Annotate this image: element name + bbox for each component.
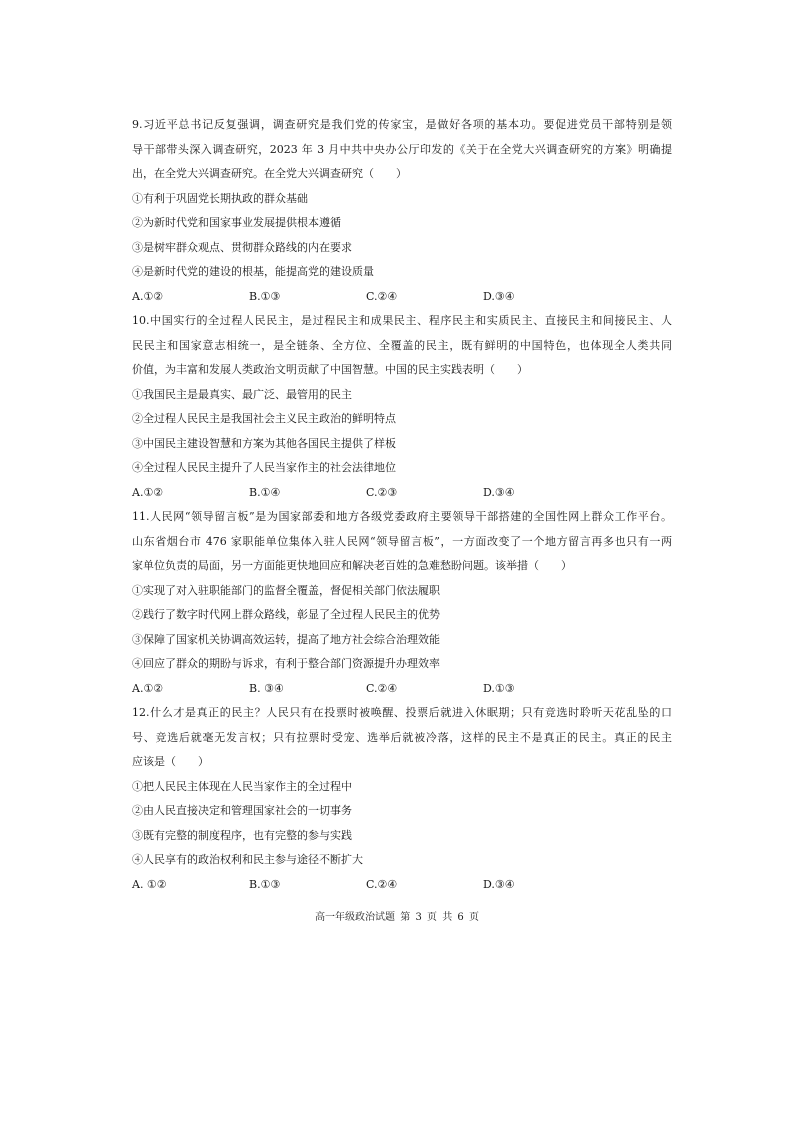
answer-choices [132,285,672,310]
statement-item: ②践行了数字时代网上群众路线，彰显了全过程人民民主的优势 [132,608,440,621]
footer-di: 第 [400,912,411,923]
statement-item: ④回应了群众的期盼与诉求，有利于整合部门资源提升办理效率 [132,657,440,670]
choice-a: A. ①② [132,877,167,891]
statement-item: ③是树牢群众观点、贯彻群众路线的内在要求 [132,240,352,254]
choice-b: B.①④ [249,485,281,499]
choice-a: A.①② [132,289,164,303]
question-stem [132,701,672,775]
footer-title: 高一年级政治试题 [315,912,396,923]
choice-d: D.①③ [483,681,515,695]
question-9 [132,113,672,309]
stem-line: 导干部带头深入调查研究，2023 年 3 月中共中央办公厅印发的《关于在全党大兴调查研究的方案》明确提 [132,142,672,156]
footer-ye: 页 [468,912,479,923]
statement-item: ④全过程人民民主提升了人民当家作主的社会法律地位 [132,461,396,474]
choice-a: A.①② [132,681,164,695]
statement-item: ①把人民民主体现在人民当家作主的全过程中 [132,779,352,793]
statement-item: ②全过程人民民主是我国社会主义民主政治的鲜明特点 [132,412,396,425]
stem-line: 家单位负责的局面，另一方面能更快地回应和解决老百姓的急难愁盼问题。该举措（ ） [132,559,572,572]
stem-line: 民民主和国家意志相统一，是全链条、全方位、全覆盖的民主，既有鲜明的中国特色，也体现全人类共同 [132,338,672,352]
choice-b: B.①③ [249,877,281,891]
answer-choices [132,677,672,702]
statement-item: ①我国民主是最真实、最广泛、最管用的民主 [132,387,352,401]
statement-item: ②为新时代党和国家事业发展提供根本遵循 [132,216,341,229]
statement-item: ③既有完整的制度程序，也有完整的参与实践 [132,828,352,842]
stem-line: 山东省烟台市 476 家职能单位集体入驻人民网“领导留言板”，一方面改变了一个地方留言再多也只有一两 [132,534,672,548]
choice-c: C.②④ [366,289,398,303]
statement-item: ③保障了国家机关协调高效运转，提高了地方社会综合治理效能 [132,632,440,646]
choice-c: C.②④ [366,877,398,891]
question-10 [132,309,672,505]
footer-ye: 页 [427,912,437,923]
statement-item: ②由人民直接决定和管理国家社会的一切事务 [132,804,352,817]
choice-b: B.①③ [249,289,281,303]
question-stem [132,505,672,579]
answer-choices [132,873,672,898]
choice-b: B. ③④ [249,681,284,695]
statement-item: ④是新时代党的建设的根基，能提高党的建设质量 [132,265,374,278]
choice-d: D.③④ [483,289,515,303]
choice-a: A.①② [132,485,164,499]
question-list [132,113,672,897]
statement-item: ③中国民主建设智慧和方案为其他各国民主提供了样板 [132,436,396,450]
stem-line: 应该是（ ） [132,755,209,768]
statement-item: ④人民享有的政治权利和民主参与途径不断扩大 [132,853,363,866]
footer-total-pages: 6 [457,912,464,923]
question-stem [132,309,672,383]
stem-line: 出，在全党大兴调查研究。在全党大兴调查研究（ ） [132,167,407,180]
choice-c: C.②④ [366,681,398,695]
choice-d: D.③④ [483,485,515,499]
answer-choices [132,481,672,506]
question-stem [132,113,672,187]
footer-page-number: 3 [415,912,422,923]
stem-line: 10.中国实行的全过程人民民主，是过程民主和成果民主、程序民主和实质民主、直接民主和间接民主、人 [132,314,672,327]
choice-c: C.②③ [366,485,398,499]
stem-line: 号、竞选后就毫无发言权；只有拉票时受宠、选举后就被冷落，这样的民主不是真正的民主。真正的民主 [132,730,672,744]
statement-item: ①实现了对入驻职能部门的监督全覆盖，督促相关部门依法履职 [132,583,440,597]
footer-gong: 共 [442,912,453,923]
statement-item: ①有利于巩固党长期执政的群众基础 [132,191,308,205]
choice-d: D.③④ [483,877,515,891]
stem-line: 价值，为丰富和发展人类政治文明贡献了中国智慧。中国的民主实践表明（ ） [132,363,528,376]
question-12 [132,701,672,897]
question-11 [132,505,672,701]
stem-line: 11.人民网“领导留言板”是为国家部委和地方各级党委政府主要领导干部搭建的全国性网上群众工作平台。 [132,510,672,523]
page-footer [0,910,794,926]
stem-line: 9.习近平总书记反复强调，调查研究是我们党的传家宝，是做好各项的基本功。要促进党员干部特别是领 [132,118,672,131]
stem-line: 12.什么才是真正的民主？人民只有在投票时被唤醒、投票后就进入休眠期；只有竞选时聆听天花乱坠的口 [132,706,672,719]
